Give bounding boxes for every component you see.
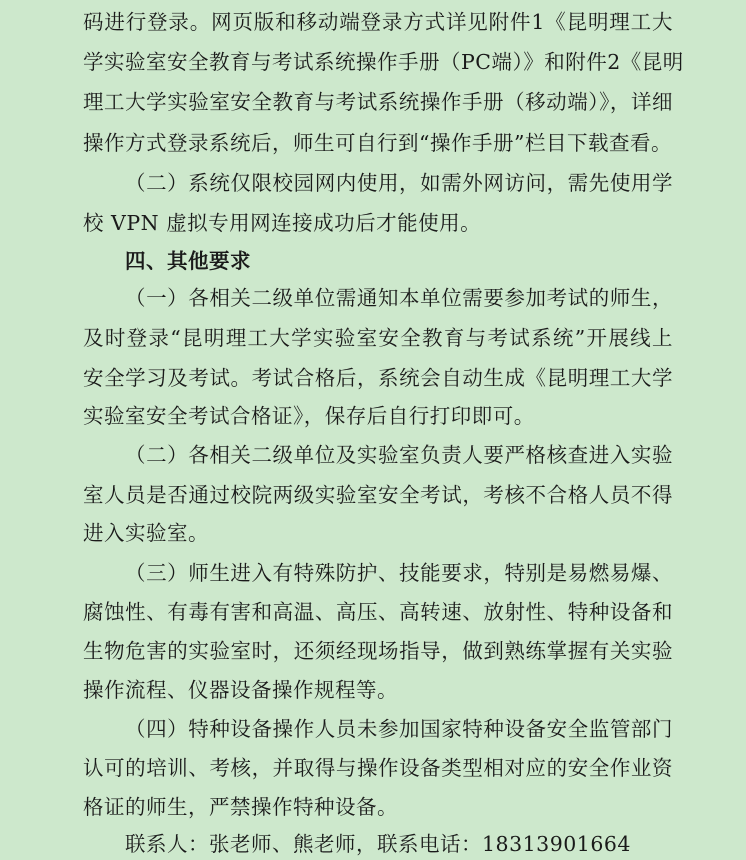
- paragraph-line: 操作方式登录系统后，师生可自行到“操作手册”栏目下载查看。: [83, 131, 672, 155]
- paragraph-line: 格证的师生，严禁操作特种设备。: [83, 795, 398, 819]
- paragraph-line: 理工大学实验室安全教育与考试系统操作手册（移动端）》，详细: [83, 90, 673, 114]
- paragraph-line: 进入实验室。: [83, 521, 209, 545]
- paragraph-line: 认可的培训、考核，并取得与操作设备类型相对应的安全作业资: [83, 756, 673, 780]
- paragraph-line: 实验室安全考试合格证》，保存后自行打印即可。: [83, 404, 535, 428]
- paragraph-line: 码进行登录。网页版和移动端登录方式详见附件1《昆明理工大: [83, 10, 673, 34]
- paragraph-line: 校 VPN 虚拟专用网连接成功后才能使用。: [83, 211, 482, 235]
- contact-line: 联系人：张老师、熊老师，联系电话：18313901664: [125, 832, 631, 856]
- paragraph-line: （二）各相关二级单位及实验室负责人要严格核查进入实验: [125, 443, 673, 467]
- paragraph-line: 生物危害的实验室时，还须经现场指导，做到熟练掌握有关实验: [83, 639, 673, 663]
- paragraph-line: （二）系统仅限校园网内使用，如需外网访问，需先使用学: [125, 171, 673, 195]
- section-heading: 四、其他要求: [125, 249, 251, 273]
- paragraph-line: 操作流程、仪器设备操作规程等。: [83, 678, 398, 702]
- paragraph-line: （一）各相关二级单位需通知本单位需要参加考试的师生，: [125, 286, 673, 310]
- paragraph-line: 室人员是否通过校院两级实验室安全考试，考核不合格人员不得: [83, 483, 673, 507]
- paragraph-line: 腐蚀性、有毒有害和高温、高压、高转速、放射性、特种设备和: [83, 600, 673, 624]
- paragraph-line: 学实验室安全教育与考试系统操作手册（PC端）》和附件2《昆明: [83, 50, 684, 74]
- paragraph-line: （四）特种设备操作人员未参加国家特种设备安全监管部门: [125, 717, 673, 741]
- paragraph-line: 安全学习及考试。考试合格后，系统会自动生成《昆明理工大学: [83, 366, 673, 390]
- paragraph-line: 及时登录“昆明理工大学实验室安全教育与考试系统”开展线上: [83, 326, 673, 350]
- paragraph-line: （三）师生进入有特殊防护、技能要求，特别是易燃易爆、: [125, 561, 673, 585]
